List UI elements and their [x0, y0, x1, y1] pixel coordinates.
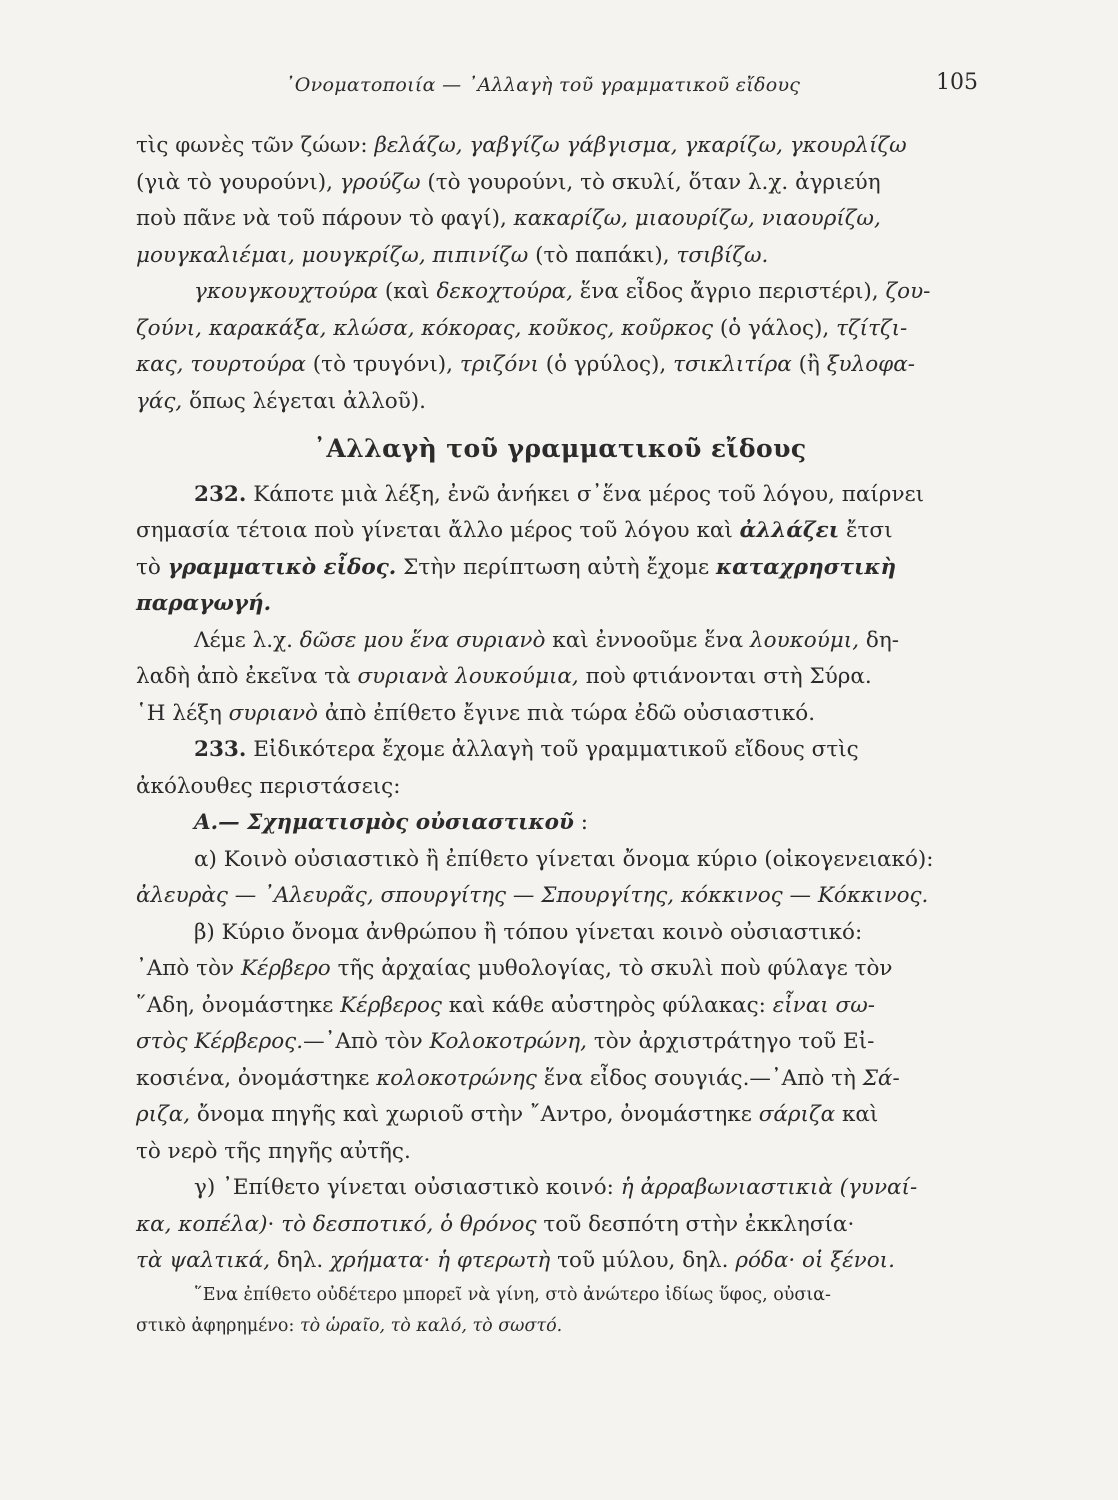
italic-run: χρήματα· ἡ φτερωτὴ	[330, 1248, 551, 1273]
paragraph-number: 232.	[194, 481, 247, 507]
text-run: τὶς φωνὲς τῶν ζώων:	[136, 133, 375, 158]
text-line	[136, 878, 984, 915]
text-run: κοσιένα, ὀνομάστηκε	[136, 1065, 377, 1091]
text-run: λαδὴ ἀπὸ ἐκεῖνα τὰ	[136, 664, 358, 689]
italic-run: στὸς Κέρβερος.	[136, 1029, 304, 1054]
text-run: ἀπὸ ἐπίθετο ἔγινε πιὰ τώρα ἐδῶ οὐσιαστικό.	[318, 700, 816, 726]
text-run: ἕνα εἶδος σουγιάς.—᾿Απὸ τὴ	[536, 1065, 863, 1091]
italic-run: κακαρίζω, μιαουρίζω, νιαουρίζω,	[513, 206, 881, 231]
text-run: καὶ	[835, 1102, 879, 1127]
text-run: δη-	[859, 627, 899, 653]
text-run: (ὁ γρύλος),	[538, 352, 674, 377]
section-heading: ᾿Αλλαγὴ τοῦ γραμματικοῦ εἴδους	[313, 434, 807, 463]
text-run: Λέμε λ.χ.	[194, 627, 300, 653]
text-line	[136, 477, 984, 514]
italic-run: Κέρβερο	[240, 956, 331, 981]
text-run: (γιὰ τὸ γουρούνι),	[136, 169, 340, 195]
italic-run: σάριζα	[758, 1102, 836, 1127]
text-run: ἀκόλουθες περιστάσεις:	[136, 773, 401, 799]
text-run: (τὸ παπάκι),	[528, 242, 677, 268]
text-run: στικὸ ἀφηρημένο:	[136, 1315, 300, 1336]
italic-run: ριζα,	[136, 1102, 191, 1127]
italic-run: Σά-	[862, 1065, 900, 1091]
italic-run: τὰ ψαλτικά,	[136, 1248, 271, 1273]
text-run: Κάποτε μιὰ λέξη, ἐνῶ ἀνήκει σ᾿ἕνα μέρος τοῦ λόγου, παίρνει	[246, 481, 925, 507]
text-run: ῞Αδη, ὀνομάστηκε	[136, 992, 341, 1018]
text-run: ποὺ πᾶνε νὰ τοῦ πάρουν τὸ φαγί),	[136, 206, 514, 231]
text-run: ἕνα εἶδος ἄγριο περιστέρι),	[572, 279, 886, 304]
text-run: (ὁ γάλος),	[713, 315, 837, 341]
text-run: (καὶ	[378, 279, 437, 304]
text-run: δηλ.	[270, 1248, 330, 1273]
italic-run: ρόδα· οἱ ξένοι.	[735, 1248, 895, 1273]
italic-run: λουκούμι,	[750, 627, 860, 653]
text-run: (ἢ	[791, 352, 827, 377]
text-run: ἔτσι	[839, 518, 893, 543]
text-line	[136, 842, 984, 879]
text-line	[136, 311, 984, 348]
bold-italic-run: γραμματικὸ εἶδος.	[167, 554, 397, 580]
text-line	[136, 732, 984, 769]
text-run: ποὺ φτιάνονται στὴ Σύρα.	[578, 664, 872, 689]
bold-italic-run: καταχρηστικὴ	[715, 554, 897, 580]
text-line	[136, 1280, 984, 1311]
birds-paragraph	[136, 274, 984, 420]
text-run: τὸ νερὸ τῆς πηγῆς αὐτῆς.	[136, 1138, 411, 1164]
italic-run: ἀλευρὰς — ᾿Αλευρᾶς, σπουργίτης — Σπουργίτης, κόκκινος — Κόκκινος.	[136, 883, 929, 908]
item-c	[136, 1170, 984, 1280]
italic-run: ὁ θρόνος	[440, 1211, 537, 1237]
text-run: α) Κοινὸ οὐσιαστικὸ ἢ ἐπίθετο γίνεται ὄνομα κύριο (οἰκογενειακό):	[194, 846, 934, 872]
italic-run: δεκοχτούρα,	[436, 279, 573, 304]
text-run: γ) ᾿Επίθετο γίνεται οὐσιαστικὸ κοινό:	[194, 1175, 621, 1200]
italic-run: γκουγκουχτούρα	[194, 279, 379, 304]
italic-run: συριανὰ λουκούμια,	[357, 664, 579, 689]
text-run: τοῦ μύλου, δηλ.	[550, 1248, 736, 1273]
intro-paragraph	[136, 128, 984, 274]
text-run: (τὸ γουρούνι, τὸ σκυλί, ὅταν λ.χ. ἀγριεύη	[420, 169, 881, 195]
text-run: :	[573, 810, 589, 835]
text-line	[136, 623, 984, 660]
running-head: ᾿Ονοματοποιία — ᾿Αλλαγὴ τοῦ γραμματικοῦ εἴδους	[285, 74, 801, 96]
italic-run: τὸ δεσποτικό,	[281, 1211, 434, 1237]
italic-run: ζούνι, καρακάξα, κλώσα, κόκορας, κοῦκος, κοῦρκος	[136, 315, 714, 341]
text-line	[136, 1207, 984, 1244]
text-line	[136, 988, 984, 1025]
text-run: τοῦ δεσπότη στὴν ἐκκλησία·	[536, 1211, 855, 1237]
page-header	[140, 70, 980, 104]
text-line	[136, 586, 984, 623]
item-a	[136, 842, 984, 915]
bold-italic-run: παραγωγή.	[136, 591, 272, 616]
text-run: σημασία τέτοια ποὺ γίνεται ἄλλο μέρος τοῦ λόγου καὶ	[136, 518, 740, 543]
text-line	[136, 347, 984, 384]
text-run: καὶ κάθε αὐστηρὸς φύλακας:	[441, 992, 773, 1018]
text-run: Στὴν περίπτωση αὐτὴ ἔχομε	[396, 554, 716, 580]
text-line	[136, 238, 984, 275]
text-run: ὄνομα πηγῆς καὶ χωριοῦ στὴν ῎Αντρο, ὀνομάστηκε	[190, 1102, 759, 1127]
item-b	[136, 915, 984, 1171]
paragraph-233	[136, 732, 984, 805]
italic-run: κα, κοπέλα)	[136, 1211, 268, 1237]
italic-run: γρούζω	[339, 169, 421, 195]
text-run: β) Κύριο ὄνομα ἀνθρώπου ἢ τόπου γίνεται κοινὸ οὐσιαστικό:	[194, 919, 863, 945]
italic-run: συριανὸ	[228, 700, 319, 726]
italic-run: βελάζω, γαβγίζω γάβγισμα, γκαρίζω, γκουρλίζω	[374, 133, 907, 158]
text-line	[136, 165, 984, 202]
text-line	[136, 513, 984, 550]
page-number: 105	[936, 70, 978, 95]
italic-run: Κέρβερος	[340, 992, 442, 1018]
text-line	[136, 951, 984, 988]
text-run: ὅπως λέγεται ἀλλοῦ).	[182, 388, 427, 414]
italic-run: τριζόνι	[459, 352, 539, 377]
italic-run: δῶσε μου ἕνα συριανὸ	[299, 627, 546, 653]
italic-run: Κολοκοτρώνη,	[429, 1029, 587, 1054]
bold-italic-run: ἀλλάζει	[739, 518, 840, 543]
italic-run: μουγκαλιέμαι, μουγκρίζω, πιπινίζω	[136, 242, 529, 268]
text-line	[136, 769, 984, 806]
italic-run: κας, τουρτούρα	[136, 352, 306, 377]
italic-run: τσικλιτίρα	[673, 352, 792, 377]
text-run: ῞Ενα ἐπίθετο οὐδέτερο μπορεῖ νὰ γίνη, στὸ ἀνώτερο ἰδίως ὕφος, οὐσια-	[194, 1284, 831, 1305]
text-line	[136, 384, 984, 421]
italic-run: κολοκοτρώνης	[376, 1065, 537, 1091]
paragraph-232	[136, 477, 984, 623]
subsection-a-heading	[136, 805, 984, 842]
text-line	[136, 1097, 984, 1134]
text-run: τῆς ἀρχαίας μυθολογίας, τὸ σκυλὶ ποὺ φύλαγε τὸν	[330, 956, 893, 981]
text-line	[136, 659, 984, 696]
text-line	[136, 1311, 984, 1342]
page-body	[136, 128, 984, 1342]
text-line	[136, 1170, 984, 1207]
text-line	[136, 128, 984, 165]
example-paragraph	[136, 623, 984, 733]
text-line	[136, 201, 984, 238]
italic-run: τὸ ὡραῖο, τὸ καλό, τὸ σωστό.	[299, 1315, 563, 1336]
text-line	[136, 1134, 984, 1171]
text-line	[136, 1061, 984, 1098]
text-line	[136, 1243, 984, 1280]
italic-run: εἶναι σω-	[772, 992, 876, 1018]
text-run: ᾿Απὸ τὸν	[136, 956, 241, 981]
text-run: τὸν ἀρχιστράτηγο τοῦ Εἰ-	[586, 1029, 875, 1054]
bold-italic-run: Α.— Σχηματισμὸς οὐσιαστικοῦ	[194, 810, 574, 835]
text-run: ῾Η λέξη	[136, 700, 229, 726]
italic-run: ἡ ἀρραβωνιαστικιὰ (γυναί-	[620, 1175, 918, 1200]
italic-run: ξυλοφα-	[826, 352, 916, 377]
text-line	[136, 550, 984, 587]
text-run: Εἰδικότερα ἔχομε ἀλλαγὴ τοῦ γραμματικοῦ εἴδους στὶς	[246, 737, 859, 762]
text-run: (τὸ τρυγόνι),	[305, 352, 460, 377]
text-line	[136, 274, 984, 311]
text-run: ·	[267, 1211, 282, 1237]
text-run: καὶ ἐννοοῦμε ἕνα	[545, 627, 751, 653]
text-run: —᾿Απὸ τὸν	[303, 1029, 430, 1054]
italic-run: ζου-	[885, 279, 931, 304]
italic-run: γάς,	[136, 388, 183, 414]
italic-run: τσιβίζω.	[676, 242, 769, 268]
italic-run: τζίτζι-	[836, 315, 908, 341]
footnote	[136, 1280, 984, 1342]
text-line	[136, 915, 984, 952]
text-run: τὸ	[136, 554, 168, 580]
text-line	[136, 1024, 984, 1061]
text-line	[136, 696, 984, 733]
paragraph-number: 233.	[194, 737, 247, 762]
